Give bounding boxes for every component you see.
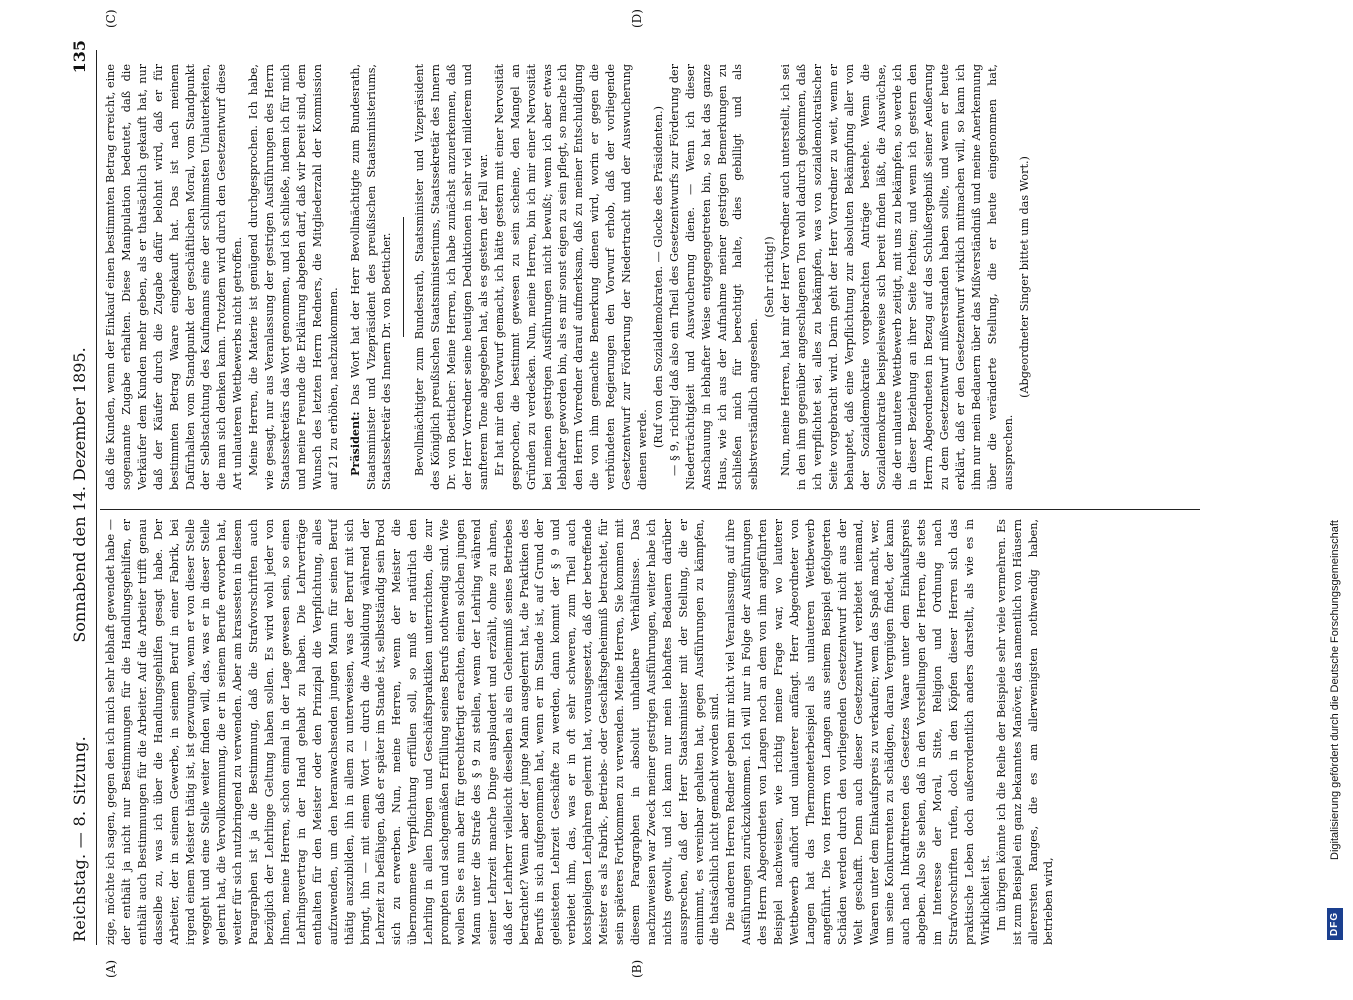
margin-marker-b: (B) [630, 959, 644, 978]
column-rule [100, 509, 1200, 510]
header-session: Reichstag. — 8. Sitzung. [70, 735, 89, 942]
right-paragraph-5: Er hat mir den Vorwurf gemacht, ich hätte gestern mit einer Nervosität gesprochen, die bestimmt gewesen zu sein scheine, den Mangel an Gründen zu verdecken. Nun, meine Herren, bin ich mir einer Nervosität bei meinen gestrigen Ausführungen nicht bewußt; wenn ich aber etwas lebhafter geworden bin, als es mir sonst eigen zu sein pflegt, so mache ich den Herrn Vorredner darauf aufmerksam, daß zu meiner Entschuldigung die von ihm gemachte Bemerkung dienen wird, worin er gegen die verbündeten Regierungen den Vorwurf erhob, daß der vorliegende Gesetzentwurf zur Förderung der Niedertracht und der Auswucherung dienen werde. [492, 64, 649, 490]
digitization-credit [1325, 70, 1345, 970]
margin-marker-c: (C) [104, 9, 118, 28]
header-date: Sonnabend den 14. Dezember 1895. [70, 347, 89, 643]
president-paragraph [348, 64, 396, 490]
right-paragraph-7: — § 9, richtig! daß also ein Theil des Gesetzentwurfs zur Förderung der Niederträchtigkeit und Auswucherung diene. — Wenn ich dieser Anschauung in lebhafter Weise entgegengetreten bin, so hat das ganze Haus, wie ich aus der Aufnahme meiner gestrigen Bemerkungen zu schließen mich für berechtigt halte, dies gebilligt und als selbstverständlich angesehen. [667, 64, 761, 490]
margin-marker-a: (A) [104, 959, 118, 978]
interjection-1: (Ruf von den Sozialdemokraten. — Glocke des Präsidenten.) [651, 106, 665, 448]
interjection-2: (Sehr richtig!) [763, 236, 777, 318]
president-label: Präsident: [347, 411, 362, 476]
page-header [66, 30, 94, 960]
left-column [103, 519, 1323, 945]
interjection-3: (Abgeordneter Singer bittet um das Wort.) [1017, 156, 1031, 398]
right-column [103, 64, 1323, 490]
right-paragraph-1: daß die Kunden, wenn der Einkauf einen bestimmten Betrag erreicht, eine sogenannte Zugabe erhalten. Diese Manipulation bedeutet, daß die Verkäufer dem Kunden mehr geben, als er thatsächlich gekauft hat, nur daß der Käufer durch die Zugabe dafür belohnt wird, daß er für bestimmten Betrag Waare eingekauft hat. Das ist nach meinem Dafürhalten vom Standpunkt der geschäftlichen Moral, vom Standpunkt der Selbstachtung des Kaufmanns eine der schlimmsten Unlauterkeiten, die man sich denken kann. Trotzdem wird durch den Gesetzentwurf diese Art unlauteren Wettbewerbs nicht getroffen. [104, 64, 245, 490]
right-paragraph-9: Nun, meine Herren, hat mir der Herr Vorredner auch unterstellt, ich sei in den ihm gegenüber angeschlagenen Ton wohl dadurch gekommen, daß ich verpflichtet sei, alles zu bekämpfen, was von sozialdemokratischer Seite vorgebracht wird. Darin geht der Herr Vorredner zu weit, wenn er behauptet, daß eine Verpflichtung zur absoluten Bekämpfung aller von der Sozialdemokratie vorgebrachten Anträge bestehe. Wenn die Sozialdemokratie beispielsweise sich bereit finden läßt, die Auswüchse, die der unlautere Wettbewerb zeitigt, mit uns zu bekämpfen, so werde ich in dieser Beziehung an ihrer Seite fechten; und wenn ich gestern den Herrn Abgeordneten in Bezug auf das Schlußergebniß seiner Aeußerung zu dem Gesetzentwurf mißverstanden haben sollte, und wenn er heute erklärt, daß er den Gesetzentwurf wirklich mitmachen will, so kann ich ihm nur mein Bedauern über das Mißverständniß und meine Anerkennung über die veränderte Stellung, die er heute eingenommen hat, aussprechen. [779, 64, 1015, 490]
president-text: Das Wort hat der Herr Bevollmächtigte zum Bundesrath, Staatsminister und Vizepräsident des preußischen Staatsministeriums, Staatssekretär des Innern Dr. von Boetticher. [348, 64, 394, 490]
dfg-logo: DFG [1327, 908, 1343, 940]
header-rule [96, 50, 97, 945]
right-paragraph-2: Meine Herren, die Materie ist genügend durchgesprochen. Ich habe, wie gesagt, nur aus Veranlassung der gestrigen Ausführungen des Herrn Staatssekretärs das Wort genommen, und ich schließe, indem ich für mich und meine Freunde die Erklärung abgeben darf, daß wir bereit sind, dem Wunsch des letzten Herrn Redners, die Mitgliederzahl der Kommission auf 21 zu erhöhen, nachzukommen. [247, 64, 340, 490]
margin-marker-d: (D) [630, 9, 644, 28]
right-paragraph-4: Bevollmächtigter zum Bundesrath, Staatsminister und Vizepräsident des Königlich preußischen Staatsministeriums, Staatssekretär des Innern Dr. von Boetticher: Meine Herren, ich habe zunächst anzuerkennen, daß der Herr Vorredner seine heutigen Deduktionen in sehr viel milderem und sanfterem Tone abgegeben hat, als es gestern der Fall war. [413, 64, 490, 490]
credit-text: Digitalisierung gefördert durch die Deutsche Forschungsgemeinschaft [1329, 520, 1341, 860]
left-paragraph-2: Die anderen Herren Redner geben mir nicht viel Veranlassung, auf ihre Ausführungen zurückzukommen. Ich will nur in Folge der Ausführungen des Herrn Abgeordneten von Langen noch an dem von ihm angeführten Beispiel nachweisen, wie richtig meine Frage war, wo lauterer Wettbewerb aufhört und unlauterer anfängt. Herr Abgeordneter von Langen hat das Thermometerbeispiel als unlauteren Wettbewerb angeführt. Die von Herrn von Langen aus seinem Beispiel gefolgerten Schäden werden durch den vorliegenden Gesetzentwurf nicht aus der Welt geschafft. Denn auch dieser Gesetzentwurf verbietet niemand, Waaren unter dem Einkaufspreis zu verkaufen; wem das Spaß macht, wer, um seine Konkurrenten zu schädigen, daran Vergnügen findet, der kann auch nach Inkrafttreten des Gesetzes Waare unter dem Einkaufspreis abgeben. Also Sie sehen, daß in den Vorstellungen der Herren, die stets im Interesse der Moral, Sitte, Religion und Ordnung nach Strafvorschriften rufen, doch in den Köpfen dieser Herren sich das praktische Leben doch außerordentlich anders darstellt, als wie es in Wirklichkeit ist. [724, 519, 992, 945]
page-number: 135 [70, 40, 89, 74]
section-separator [403, 217, 404, 337]
left-paragraph-1: zige, möchte ich sagen, gegen den ich mich sehr lebhaft gewendet habe — der enthält ja nicht nur Bestimmungen für die Handlungsgehilfen, er enthält auch Bestimmungen für die Arbeiter. Auf die Arbeiter trifft genau dasselbe zu, was ich über die Handlungsgehilfen gesagt habe. Der Arbeiter, der in seinem Gewerbe, in seinem Beruf in einer Fabrik, bei irgend einem Meister thätig ist, ist gezwungen, wenn er von dieser Stelle weggeht und eine Stelle weiter finden will, das, was er in dieser Stelle gelernt hat, die Vervollkommnung, die er in seinem Berufe erworben hat, weiter für sich nutzbringend zu verwenden. Aber am krassesten in diesem Paragraphen ist ja die Bestimmung, daß die Strafvorschriften auch bezüglich der Lehrlinge Geltung haben sollen. Es wird wohl jeder von Ihnen, meine Herren, schon einmal in der Lage gewesen sein, so einen Lehrlingsvertrag in der Hand gehabt zu haben. Die Lehrverträge enthalten für den Meister oder den Prinzipal die Verpflichtung, alles aufzuwenden, um den heranwachsenden jungen Mann für seinen Beruf thätig auszubilden, ihn in allem zu unterweisen, was der Beruf mit sich bringt, ihn — mit einem Wort — durch die Ausbildung während der Lehrzeit zu befähigen, daß er später im Stande ist, selbstständig sein Brod sich zu erwerben. Nun, meine Herren, wenn der Meister die übernommene Verpflichtung erfüllen soll, so muß er natürlich den Lehrling in allen Dingen und Geschäftspraktiken unterrichten, die zur prompten und sachgemäßen Erfüllung seines Berufs nothwendig sind. Wie wollen Sie es nun aber für gerechtfertigt erachten, einen solchen jungen Mann unter die Strafe des § 9 zu stellen, wenn der Lehrling während seiner Lehrzeit manche Dinge ausplaudert und erzählt, ohne zu ahnen, daß der Lehrherr vielleicht dieselben als ein Geheimniß seines Betriebes betrachtet? Wenn aber der junge Mann ausgelernt hat, die Praktiken des Berufs in sich aufgenommen hat, wenn er im Stande ist, auf Grund der geleisteten Lehrzeit Geschäfte zu werden, dann kommt der § 9 und verbietet ihm, das, was er in oft sehr schweren, zum Theil auch kostspieligen Lehrjahren gelernt hat, vorausgesetzt, daß der betreffende Meister es als Fabrik-, Betriebs- oder Geschäftsgeheimniß betrachtet, für sein späteres Fortkommen zu verwenden. Meine Herren, Sie kommen mit diesem Paragraphen in absolut unhaltbare Verhältnisse. Das nachzuweisen war Zweck meiner gestrigen Ausführungen, weiter habe ich nichts gewollt, und ich kann nur mein lebhaftes Bedauern darüber aussprechen, daß der Herr Staatsminister mit der Stellung, die er einnimmt, es vereinbar gehalten hat, gegen Ausführungen zu kämpfen, die thatsächlich nicht gemacht worden sind. [104, 519, 722, 945]
left-paragraph-3: Im übrigen könnte ich die Reihe der Beispiele sehr viele vermehren. Es ist zum Beispiel ein ganz bekanntes Manöver, das namentlich von Häusern allerersten Ranges, die es am allerwenigsten nothwendig haben, betrieben wird, [994, 519, 1056, 945]
